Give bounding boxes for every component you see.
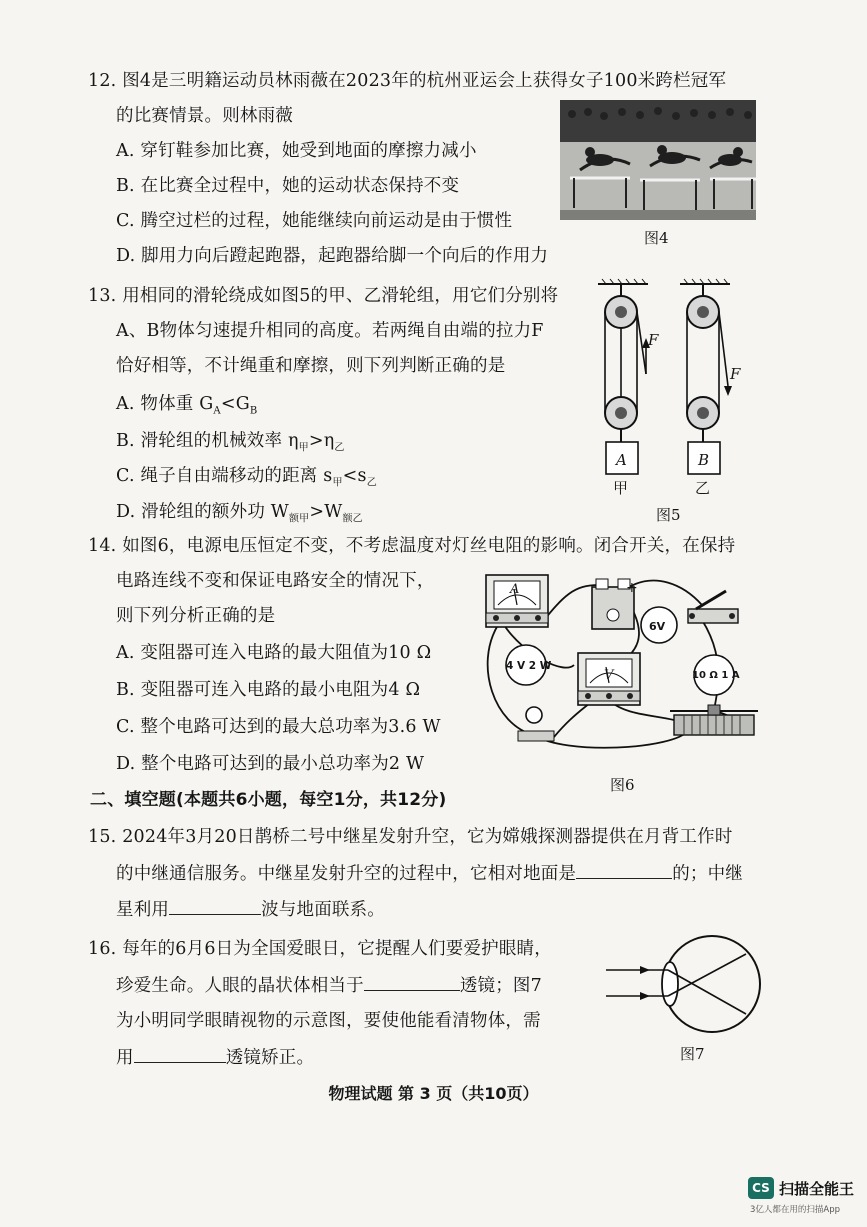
q13-option-c: C. 绳子自由端移动的距离 $s_甲<s_乙$ — [116, 466, 377, 489]
q12-stem-line2: 的比赛情景。则林雨薇 — [116, 106, 293, 126]
q14-stem-line2: 电路连线不变和保证电路安全的情况下， — [116, 571, 435, 591]
yi-label: 乙 — [695, 479, 711, 497]
block-a-label: A — [616, 451, 627, 469]
q14-option-b: B. 变阻器可连入电路的最小电阻为4 Ω — [116, 680, 421, 700]
q14-stem-line3: 则下列分析正确的是 — [116, 606, 276, 626]
q12-option-b: B. 在比赛全过程中，她的运动状态保持不变 — [116, 176, 460, 196]
camscanner-tagline: 3亿人都在用的扫描App — [750, 1205, 841, 1215]
q14-stem-line1: 14. 如图6，电源电压恒定不变，不考虑温度对灯丝电阻的影响。闭合开关，在保持 — [88, 536, 736, 556]
q16-line4: 用 透镜矫正。 — [116, 1044, 314, 1071]
hurdle-race-photo — [560, 100, 756, 220]
q12-stem-line1: 12. 图4是三明籍运动员林雨薇在2023年的杭州亚运会上获得女子100米跨栏冠军 — [88, 71, 727, 91]
q13-option-d: D. 滑轮组的额外功 $W_{额甲}>W_{额乙}$ — [116, 502, 363, 525]
q16-blank-1[interactable] — [364, 972, 460, 991]
q15-blank-1[interactable] — [576, 860, 672, 879]
q14-option-c: C. 整个电路可达到的最大总功率为3.6 W — [116, 717, 441, 737]
q15-line3: 星利用 波与地面联系。 — [116, 896, 385, 923]
figure-7-caption: 图7 — [680, 1045, 705, 1063]
q14-option-d: D. 整个电路可达到的最小总功率为2 W — [116, 754, 425, 774]
q13-stem-line3: 恰好相等，不计绳重和摩擦，则下列判断正确的是 — [116, 356, 506, 376]
figure-6-caption: 图6 — [610, 776, 635, 794]
q13-option-b: B. 滑轮组的机械效率 $\eta_甲>\eta_乙$ — [116, 431, 345, 454]
q12-option-d: D. 脚用力向后蹬起跑器，起跑器给脚一个向后的作用力 — [116, 246, 549, 266]
q14-option-a: A. 变阻器可连入电路的最大阻值为10 Ω — [116, 643, 432, 663]
camscanner-logo-icon: CS — [748, 1177, 774, 1199]
q15-line1: 15. 2024年3月20日鹊桥二号中继星发射升空，它为嫦娥探测器提供在月背工作时 — [88, 827, 733, 847]
q16-line2: 珍爱生命。人眼的晶状体相当于 透镜；图7 — [116, 972, 542, 999]
battery-plus-label: + — [626, 580, 638, 596]
figure-4-caption: 图4 — [644, 229, 669, 247]
jia-force-label: F — [648, 331, 659, 349]
section2-title: 二、填空题(本题共6小题，每空1分，共12分) — [90, 790, 447, 810]
page-footer: 物理试题 第 3 页（共10页） — [328, 1084, 539, 1103]
source-voltage-label: 6V — [649, 620, 666, 633]
q15-blank-2[interactable] — [169, 896, 261, 915]
q13-option-a: A. 物体重 $G_A<G_B$ — [116, 394, 258, 417]
eye-diagram-figure — [600, 932, 768, 1036]
q16-line3: 为小明同学眼睛视物的示意图，要使他能看清物体，需 — [116, 1011, 541, 1031]
q16-line1: 16. 每年的6月6日为全国爱眼日，它提醒人们要爱护眼睛， — [88, 939, 552, 959]
q12-option-a: A. 穿钉鞋参加比赛，她受到地面的摩擦力减小 — [116, 141, 477, 161]
yi-force-label: F — [730, 365, 741, 383]
camscanner-name: 扫描全能王 — [779, 1180, 855, 1198]
q13-stem-line2: A、B物体匀速提升相同的高度。若两绳自由端的拉力F — [116, 321, 544, 341]
figure-5-caption: 图5 — [656, 506, 681, 524]
rheostat-rating-label: 10 Ω 1 A — [692, 670, 740, 681]
q15-line2: 的中继通信服务。中继星发射升空的过程中，它相对地面是 的；中继 — [116, 860, 743, 887]
voltmeter-label: V — [604, 668, 614, 683]
block-b-label: B — [698, 451, 710, 469]
lamp-rating-label: 4 V 2 W — [506, 660, 552, 672]
jia-label: 甲 — [613, 479, 629, 497]
q13-stem-line1: 13. 用相同的滑轮绕成如图5的甲、乙滑轮组，用它们分别将 — [88, 286, 559, 306]
q16-blank-2[interactable] — [134, 1044, 226, 1063]
ammeter-label: A — [510, 582, 520, 597]
pulley-systems-figure — [588, 278, 763, 500]
q12-option-c: C. 腾空过栏的过程，她能继续向前运动是由于惯性 — [116, 211, 513, 231]
